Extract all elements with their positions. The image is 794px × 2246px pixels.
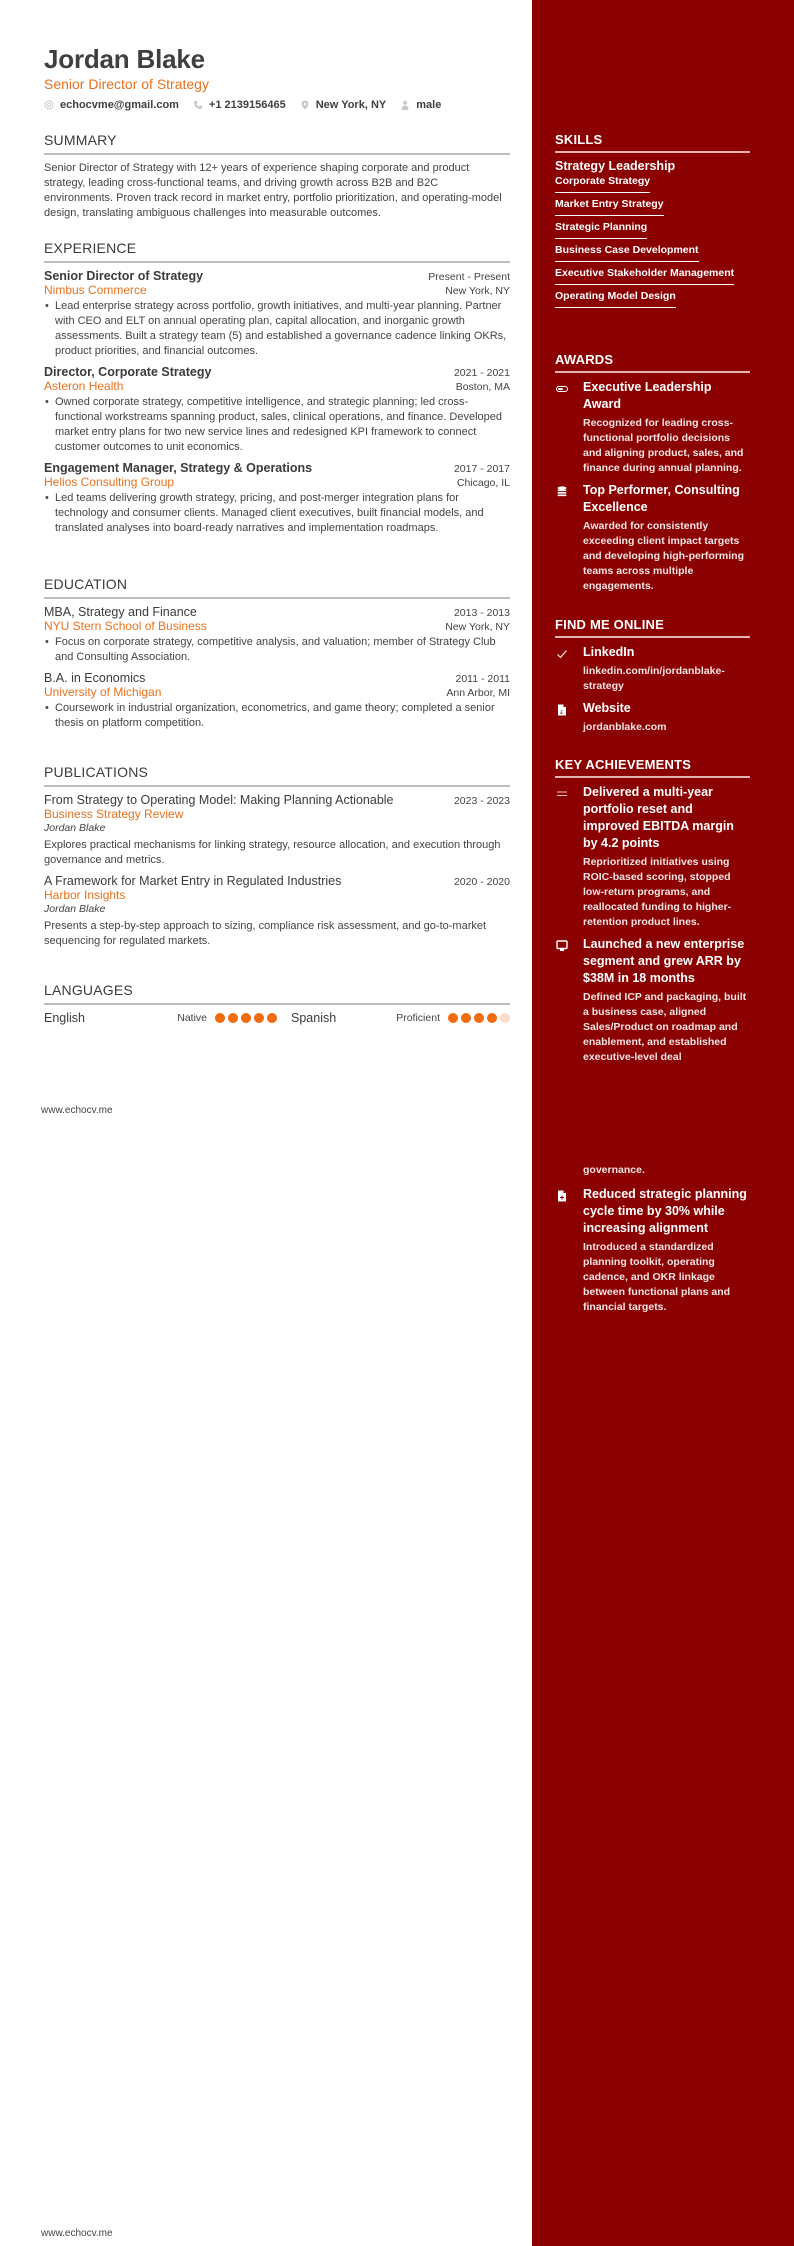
job-dates: Present - Present [428,271,510,283]
language-level: Native [177,1012,207,1024]
job-title: Engagement Manager, Strategy & Operations [44,461,313,475]
school-location: New York, NY [445,621,510,633]
language-name: Spanish [291,1011,337,1025]
skills-section [555,132,750,313]
dot-filled [448,1013,458,1023]
online-label: LinkedIn [583,645,635,659]
online-label: Website [583,701,631,715]
gender-text: male [416,99,442,111]
education-item [44,671,510,731]
dot-filled [461,1013,471,1023]
degree: B.A. in Economics [44,671,146,685]
achievement-title: Reduced strategic planning cycle time by 30% while increasing alignment [583,1187,747,1235]
online-url[interactable]: jordanblake.com [583,721,667,733]
job-bullet: • Owned corporate strategy, competitive intelligence, and strategic planning; led cross-functional workstreams spanning product, sales, clinical operations, and finance. Developed market entry plans for two new service lines and redesigned KPI framework to connect customer outcomes to unit economics. [44,395,510,455]
school-name: NYU Stern School of Business [44,619,207,633]
award-item [555,379,750,476]
job-location: Chicago, IL [456,477,510,489]
experience-item [44,365,510,455]
edu-bullet: • Coursework in industrial organization, econometrics, and game theory; completed a senior thesis on platform competition. [44,701,510,731]
section-heading: LANGUAGES [44,982,510,1005]
skill-item: Executive Stakeholder Management [555,267,734,285]
online-item-linkedin[interactable] [555,644,750,694]
achievement-description-cont: governance. [583,1164,645,1176]
job-dates: 2017 - 2017 [453,463,510,475]
achievement-description: Defined ICP and packaging, built a business case, aligned Sales/Product on roadmap and enablement, and established executive-level deal [583,991,747,1063]
contact-phone[interactable] [193,99,286,111]
publication-title: From Strategy to Operating Model: Making Planning Actionable [44,793,394,807]
section-heading: AWARDS [555,352,750,373]
file-icon [555,700,583,735]
company-name: Asteron Health [44,379,124,393]
achievement-description: Introduced a standardized planning toolkit, operating cadence, and OKR linkage between functional plans and financial targets. [583,1241,731,1313]
education-section [44,576,510,737]
phone-icon [193,100,203,110]
contact-email[interactable] [44,99,179,111]
publication-item [44,793,510,868]
check-icon [555,644,583,694]
award-title: Executive Leadership Award [583,380,712,411]
experience-section [44,240,510,542]
languages-section [44,982,510,1025]
company-name: Nimbus Commerce [44,283,147,297]
job-dates: 2021 - 2021 [453,367,510,379]
publications-section [44,764,510,955]
achievement-item [555,1186,750,1315]
job-location: New York, NY [445,285,510,297]
skill-item: Market Entry Strategy [555,198,664,216]
achievement-title: Launched a new enterprise segment and grew ARR by $38M in 18 months [583,937,745,985]
location-text: New York, NY [315,99,387,111]
publisher: Harbor Insights [44,888,126,902]
person-icon [400,100,410,110]
achievement-continuation [555,1163,750,1178]
contact-location [300,99,387,111]
achievement-item [555,784,750,930]
dot-filled [487,1013,497,1023]
file-plus-icon [555,1186,583,1315]
experience-item [44,461,510,536]
achievement-item [555,936,750,1065]
publication-title: A Framework for Market Entry in Regulated Industries [44,874,342,888]
contact-bar [44,99,455,111]
svg-text:£: £ [560,710,564,716]
footer-link[interactable]: www.echocv.me [41,2228,113,2239]
toggle-icon [555,379,583,476]
summary-text: Senior Director of Strategy with 12+ years of experience shaping corporate and product strategy, leading cross-functional teams, and driving growth across B2B and B2C environments. Proven track record in market entry, portfolio prioritization, and operating-model design, translating ambiguous challenges into measurable outcomes. [44,162,502,219]
job-title: Director, Corporate Strategy [44,365,212,379]
proficiency-dots [445,1013,510,1023]
summary-section [44,132,510,221]
contact-gender [400,99,441,111]
dot-filled [215,1013,225,1023]
publication-author: Jordan Blake [44,822,106,834]
award-description: Recognized for leading cross-functional portfolio decisions and aligning product, sales, and finance during annual planning. [583,417,744,474]
school-name: University of Michigan [44,685,162,699]
dot-filled [254,1013,264,1023]
skill-item: Operating Model Design [555,290,676,308]
phone-text: +1 2139156465 [208,99,286,111]
publication-description: Explores practical mechanisms for linking strategy, resource allocation, and execution through governance and metrics. [44,839,501,866]
job-title: Senior Director of Strategy [44,269,204,283]
awards-section [555,352,750,600]
dot-filled [474,1013,484,1023]
candidate-title: Senior Director of Strategy [44,76,209,92]
language-item [44,1011,277,1025]
school-location: Ann Arbor, MI [446,687,510,699]
edu-dates: 2013 - 2013 [453,607,510,619]
dot-filled [267,1013,277,1023]
degree: MBA, Strategy and Finance [44,605,197,619]
language-name: English [44,1011,85,1025]
edu-bullet: • Focus on corporate strategy, competitive analysis, and valuation; member of Strategy Club and Consulting Association. [44,635,510,665]
language-level: Proficient [396,1012,440,1024]
job-location: Boston, MA [455,381,510,393]
section-heading: SKILLS [555,132,750,153]
dot-filled [241,1013,251,1023]
online-section [555,617,750,741]
publication-item [44,874,510,949]
skill-item: Corporate Strategy [555,175,650,193]
company-name: Helios Consulting Group [44,475,175,489]
database-icon [555,482,583,594]
publication-dates: 2023 - 2023 [453,795,510,807]
skill-item: Strategic Planning [555,221,647,239]
section-heading: SUMMARY [44,132,510,155]
publication-description: Presents a step-by-step approach to sizing, compliance risk assessment, and go-to-market sequencing for regulated markets. [44,920,487,947]
online-url[interactable]: linkedin.com/in/jordanblake-strategy [583,665,725,692]
section-heading: EXPERIENCE [44,240,510,263]
sidebar-panel [532,0,794,2246]
skill-group-title: Strategy Leadership [555,159,676,173]
achievement-description: Reprioritized initiatives using ROIC-based scoring, stopped low-return programs, and reallocated funding to higher-retention product lines. [583,856,732,928]
edu-dates: 2011 - 2011 [455,673,510,685]
section-heading: PUBLICATIONS [44,764,510,787]
job-bullet: • Lead enterprise strategy across portfolio, growth initiatives, and multi-year planning. Partner with CEO and ELT on annual operating plan, capital allocation, and inorganic growth assessments. Built a strategy team (5) and established a governance cadence linking OKRs, product priorities, and financial outcomes. [44,299,510,359]
proficiency-dots [212,1013,277,1023]
section-heading: FIND ME ONLINE [555,617,750,638]
section-heading: EDUCATION [44,576,510,599]
publication-dates: 2020 - 2020 [453,876,510,888]
education-item [44,605,510,665]
at-icon [44,100,54,110]
achievements-continued [555,1163,750,1321]
experience-item [44,269,510,359]
achievements-section [555,757,750,1071]
equals-icon [555,784,583,930]
publication-author: Jordan Blake [44,903,106,915]
skill-item: Business Case Development [555,244,699,262]
footer-link[interactable]: www.echocv.me [41,1105,113,1116]
email-text: echocvme@gmail.com [60,99,179,111]
publisher: Business Strategy Review [44,807,184,821]
job-bullet: • Led teams delivering growth strategy, pricing, and post-merger integration plans for technology and consumer clients. Managed client executives, built financial models, and translated analyses into board-ready narratives and implementation roadmaps. [44,491,510,536]
candidate-name: Jordan Blake [44,44,205,74]
award-description: Awarded for consistently exceeding client impact targets and developing high-performing teams across multiple engagements. [583,520,744,592]
award-item [555,482,750,594]
location-pin-icon [300,100,310,110]
monitor-icon [555,936,583,1065]
dot-filled [228,1013,238,1023]
online-item-website[interactable] [555,700,750,735]
award-title: Top Performer, Consulting Excellence [583,483,740,514]
achievement-title: Delivered a multi-year portfolio reset and improved EBITDA margin by 4.2 points [583,785,734,850]
section-heading: KEY ACHIEVEMENTS [555,757,750,778]
language-item [277,1011,510,1025]
dot-empty [500,1013,510,1023]
